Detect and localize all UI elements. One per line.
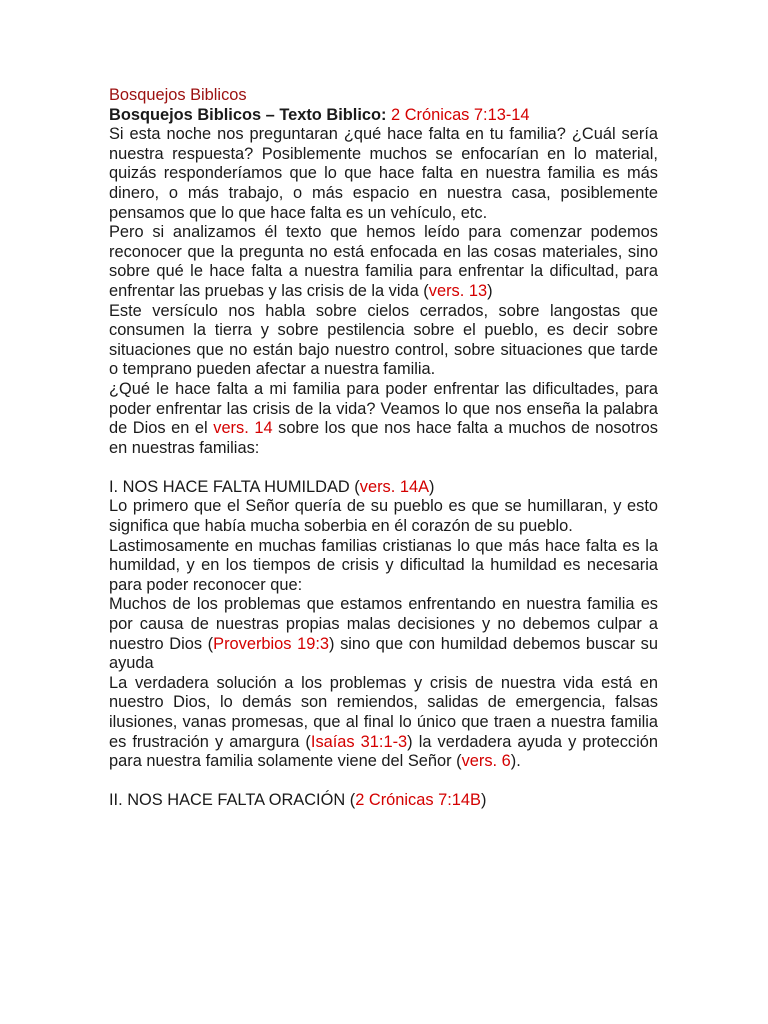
heading-text: ) — [480, 791, 487, 810]
blank-line — [109, 458, 658, 478]
document-subtitle — [109, 106, 658, 126]
paragraph-text: Pero si analizamos él texto que hemos leído para comenzar podemos reconocer que la pregunta no está enfocada en las cosas materiales, sino sobre qué le hace falta a nuestra familia para enfrentar la dificultad, para enfrentar las pruebas y las crisis de la vida ( — [109, 223, 658, 300]
paragraph-text: ) la verdadera ayuda y protección para nuestra familia solamente viene del Señor ( — [109, 732, 658, 771]
verse-reference-link[interactable]: vers. 6 — [461, 752, 511, 771]
blank-line — [109, 772, 658, 792]
document-body — [109, 86, 658, 811]
paragraph-text: ¿Qué le hace falta a mi familia para poder enfrentar las dificultades, para poder enfrentar las crisis de la vida? Veamos lo que nos enseña la palabra de Dios en el — [109, 379, 658, 438]
verse-reference-link[interactable]: 2 Crónicas 7:14B — [355, 791, 481, 810]
heading-text: II. NOS HACE FALTA ORACIÓN ( — [109, 791, 356, 810]
heading-text: ) — [429, 477, 435, 496]
paragraph-text: ). — [510, 752, 521, 771]
paragraph-problems — [109, 595, 658, 673]
paragraph-text: La verdadera solución a los problemas y crisis de nuestra vida está en nuestro Dios, lo demás son remiendos, salidas de emergencia, falsas ilusiones, vanas promesas, que al final lo único que traen a nuestra familia es frustración y amargura ( — [109, 673, 658, 751]
paragraph-true-solution — [109, 674, 658, 772]
paragraph-intro: Si esta noche nos preguntaran ¿qué hace falta en tu familia? ¿Cuál sería nuestra respuesta? Posiblemente muchos se enfocarían en lo material, quizás responderíamos que lo que hace falta en nuestra familia es más dinero, o más trabajo, o más espacio en nuestra casa, posiblemente pensamos que lo que hace falta es un vehículo, etc. — [109, 125, 658, 222]
heading-text: I. NOS HACE FALTA HUMILDAD ( — [109, 477, 360, 496]
verse-reference-link[interactable]: vers. 13 — [428, 281, 488, 300]
verse-reference-link[interactable]: Isaías 31:1-3 — [310, 732, 408, 751]
paragraph-verse-description: Este versículo nos habla sobre cielos cerrados, sobre langostas que consumen la tierra y sobre pestilencia sobre el pueblo, es decir sobre situaciones que no están bajo nuestro control, sobre situaciones que tarde o temprano pueden afectar a nuestra familia. — [109, 301, 658, 379]
paragraph-analysis — [109, 223, 658, 301]
paragraph-text: ) sino que con humildad debemos buscar su ayuda — [109, 634, 658, 673]
paragraph-question — [109, 380, 658, 458]
bible-reference-link[interactable]: 2 Crónicas 7:13-14 — [391, 105, 530, 124]
paragraph-text: Muchos de los problemas que estamos enfrentando en nuestra familia es por causa de nuestras propias malas decisiones y no debemos culpar a nuestro Dios ( — [109, 595, 658, 653]
paragraph-humility-first: Lo primero que el Señor quería de su pueblo es que se humillaran, y esto significa que había mucha soberbia en él corazón de su pueblo. — [109, 497, 658, 536]
verse-reference-link[interactable]: Proverbios 19:3 — [213, 634, 329, 653]
verse-reference-link[interactable]: vers. 14A — [359, 477, 430, 496]
document-title: Bosquejos Biblicos — [109, 86, 247, 104]
verse-reference-link[interactable]: vers. 14 — [213, 419, 273, 438]
section-heading-prayer — [109, 791, 658, 811]
subtitle-lead: Bosquejos Biblicos – Texto Biblico: — [109, 105, 392, 124]
paragraph-text: ) — [487, 281, 493, 300]
paragraph-text: sobre los que nos hace falta a muchos de nosotros en nuestras familias: — [109, 419, 658, 457]
section-heading-humility — [109, 478, 658, 498]
paragraph-humility-families: Lastimosamente en muchas familias cristianas lo que más hace falta es la humildad, y en los tiempos de crisis y dificultad la humildad es necesaria para poder reconocer que: — [109, 536, 658, 594]
